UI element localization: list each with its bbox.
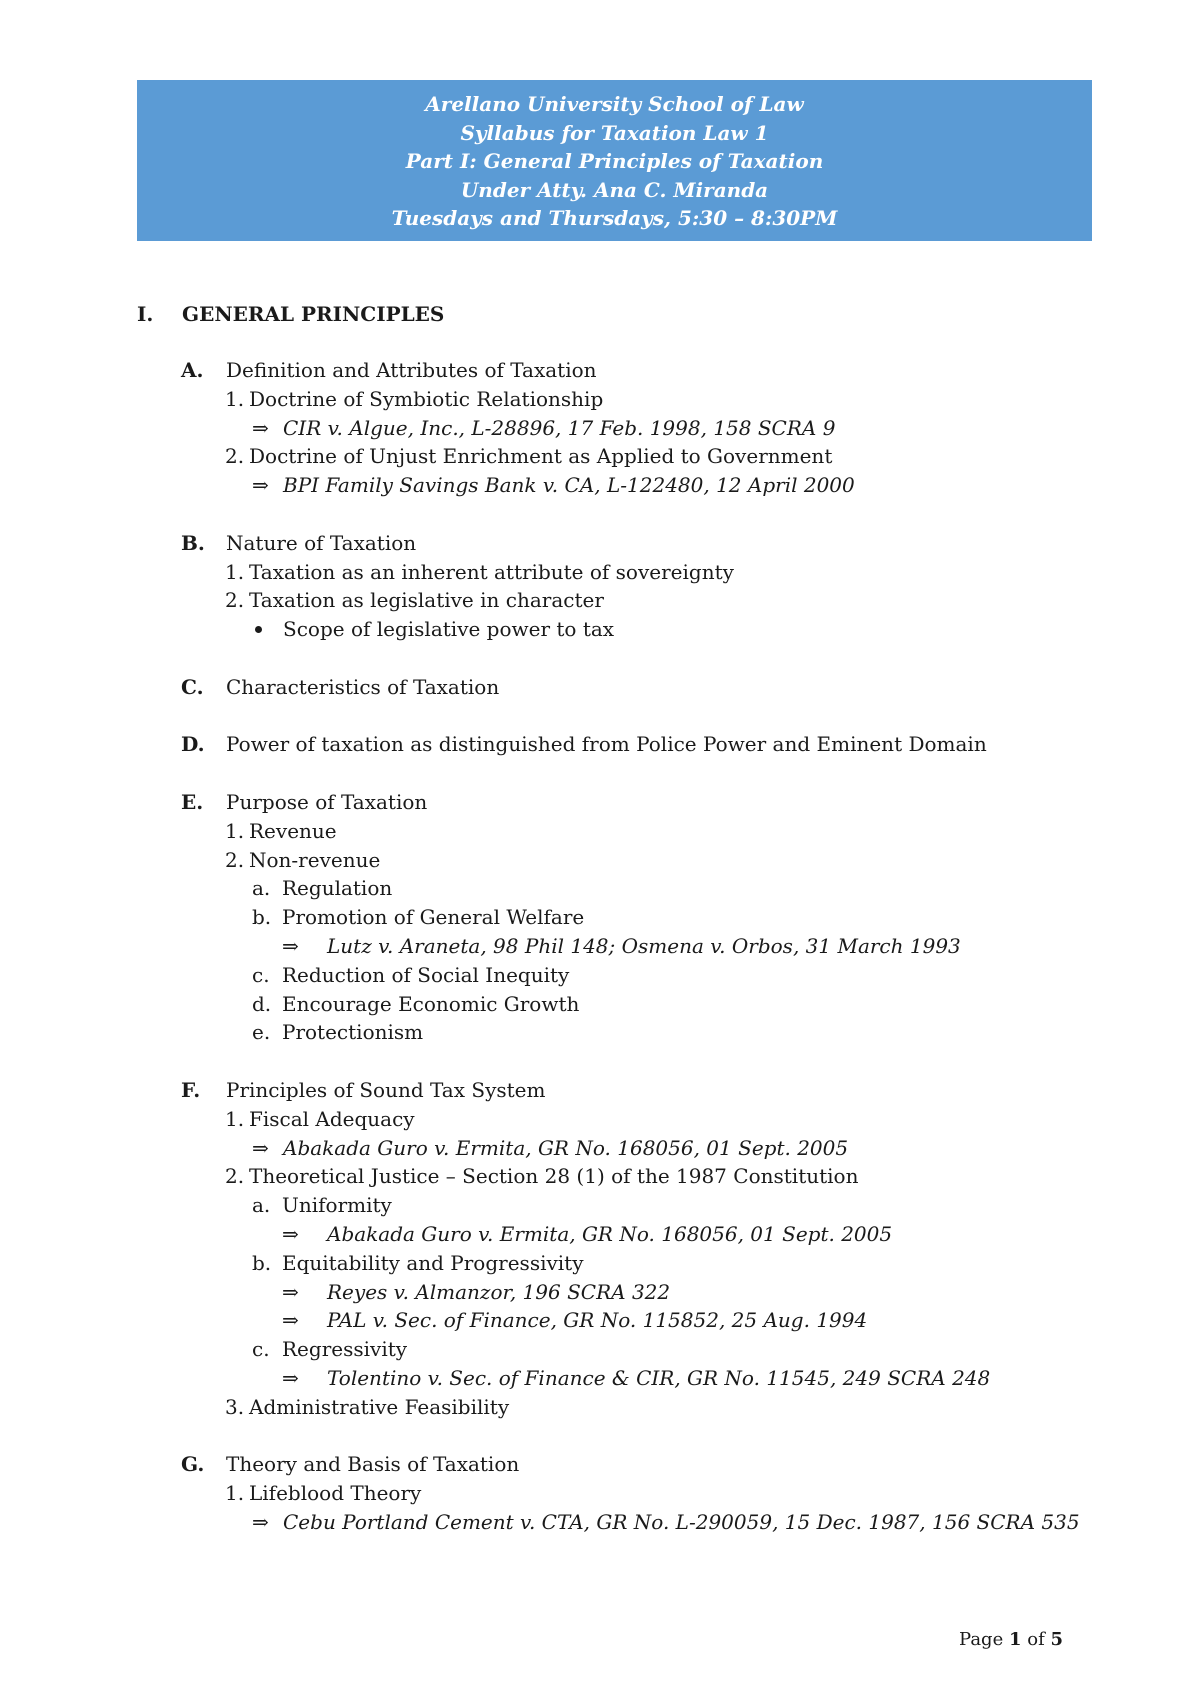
item-marker: a.: [252, 876, 271, 901]
item-marker: a.: [252, 1193, 271, 1218]
header-instructor: Under Atty. Ana C. Miranda: [460, 177, 769, 202]
item-marker: 2.: [225, 444, 245, 469]
section-number: I.: [137, 302, 154, 326]
item-marker: B.: [181, 530, 205, 555]
item-text: Fiscal Adequacy: [249, 1106, 415, 1131]
item-text: Administrative Feasibility: [249, 1394, 510, 1419]
item-text: Tolentino v. Sec. of Finance & CIR, GR No. 11545, 249 SCRA 248: [327, 1366, 991, 1390]
item-marker: 2.: [225, 1164, 245, 1189]
page-number: 1: [1008, 1629, 1022, 1650]
item-marker: 1.: [225, 559, 245, 584]
item-text: Lutz v. Araneta, 98 Phil 148; Osmena v. Orbos, 31 March 1993: [327, 934, 961, 958]
item-marker: G.: [181, 1452, 205, 1477]
arrow-icon: ⇒: [252, 473, 269, 498]
arrow-icon: ⇒: [282, 1366, 299, 1390]
item-marker: c.: [252, 1337, 270, 1362]
item-text: Reyes v. Almanzor, 196 SCRA 322: [327, 1279, 671, 1304]
page-total: 5: [1050, 1629, 1063, 1650]
arrow-icon: ⇒: [252, 415, 269, 440]
item-marker: A.: [181, 358, 204, 382]
item-marker: d.: [252, 991, 272, 1016]
item-text: Theory and Basis of Taxation: [226, 1452, 520, 1477]
item-marker: D.: [181, 732, 205, 757]
header-school-name: Arellano University School of Law: [425, 92, 804, 116]
item-marker: 1.: [225, 1481, 245, 1506]
item-text: Uniformity: [282, 1193, 392, 1218]
item-text: Theoretical Justice – Section 28 (1) of the 1987 Constitution: [249, 1164, 859, 1189]
item-text: Cebu Portland Cement v. CTA, GR No. L-290059, 15 Dec. 1987, 156 SCRA 535: [283, 1510, 1080, 1534]
header-schedule: Tuesdays and Thursdays, 5:30 – 8:30PM: [391, 206, 838, 230]
item-marker: C.: [181, 674, 204, 699]
item-text: Non-revenue: [249, 847, 381, 872]
item-text: Regressivity: [282, 1337, 408, 1362]
item-text: Purpose of Taxation: [226, 790, 428, 814]
header-course-title: Syllabus for Taxation Law 1: [460, 120, 769, 145]
item-text: Scope of legislative power to tax: [283, 617, 615, 642]
item-marker: b.: [252, 1250, 272, 1275]
item-text: Revenue: [249, 818, 337, 843]
item-text: Abakada Guro v. Ermita, GR No. 168056, 01 Sept. 2005: [283, 1135, 849, 1160]
item-text: PAL v. Sec. of Finance, GR No. 115852, 25 Aug. 1994: [327, 1308, 868, 1333]
item-marker: 1.: [225, 386, 245, 411]
arrow-icon: ⇒: [252, 1135, 269, 1160]
item-marker: 1.: [225, 1106, 245, 1131]
item-text: Definition and Attributes of Taxation: [226, 358, 597, 382]
page-label: Page: [959, 1629, 1004, 1650]
header-part-title: Part I: General Principles of Taxation: [405, 149, 824, 173]
item-text: CIR v. Algue, Inc., L-28896, 17 Feb. 1998, 158 SCRA 9: [283, 415, 836, 440]
item-text: Doctrine of Unjust Enrichment as Applied to Government: [249, 444, 833, 469]
item-text: Taxation as an inherent attribute of sovereignty: [249, 559, 734, 584]
arrow-icon: ⇒: [252, 1510, 269, 1534]
item-text: Regulation: [282, 876, 393, 901]
item-text: Characteristics of Taxation: [226, 674, 500, 699]
item-text: Taxation as legislative in character: [249, 588, 604, 613]
syllabus-header-box: [137, 80, 1092, 241]
bullet-icon: [255, 626, 262, 633]
item-text: Principles of Sound Tax System: [226, 1078, 546, 1102]
page-number-footer: [959, 1628, 1063, 1652]
item-marker: E.: [181, 790, 204, 814]
item-text: Lifeblood Theory: [249, 1481, 422, 1506]
item-text: Reduction of Social Inequity: [282, 962, 570, 987]
item-marker: e.: [252, 1020, 271, 1045]
item-text: Protectionism: [282, 1020, 424, 1045]
item-marker: F.: [181, 1078, 201, 1102]
item-text: Nature of Taxation: [226, 530, 417, 555]
item-marker: 1.: [225, 818, 245, 843]
arrow-icon: ⇒: [282, 934, 299, 958]
item-text: BPI Family Savings Bank v. CA, L-122480, 12 April 2000: [283, 473, 855, 498]
item-text: Encourage Economic Growth: [282, 991, 580, 1016]
item-text: Promotion of General Welfare: [282, 905, 585, 930]
item-marker: 2.: [225, 847, 245, 872]
section-title: GENERAL PRINCIPLES: [182, 302, 445, 326]
item-marker: 3.: [225, 1394, 245, 1419]
item-marker: c.: [252, 962, 270, 987]
item-text: Doctrine of Symbiotic Relationship: [249, 386, 604, 411]
item-marker: 2.: [225, 588, 245, 613]
arrow-icon: ⇒: [282, 1279, 299, 1304]
arrow-icon: ⇒: [282, 1222, 299, 1246]
of-label: of: [1027, 1629, 1045, 1650]
item-marker: b.: [252, 905, 272, 930]
arrow-icon: ⇒: [282, 1308, 299, 1333]
item-text: Abakada Guro v. Ermita, GR No. 168056, 01 Sept. 2005: [327, 1222, 893, 1246]
item-text: Equitability and Progressivity: [282, 1250, 584, 1275]
item-text: Power of taxation as distinguished from Police Power and Eminent Domain: [226, 732, 987, 757]
